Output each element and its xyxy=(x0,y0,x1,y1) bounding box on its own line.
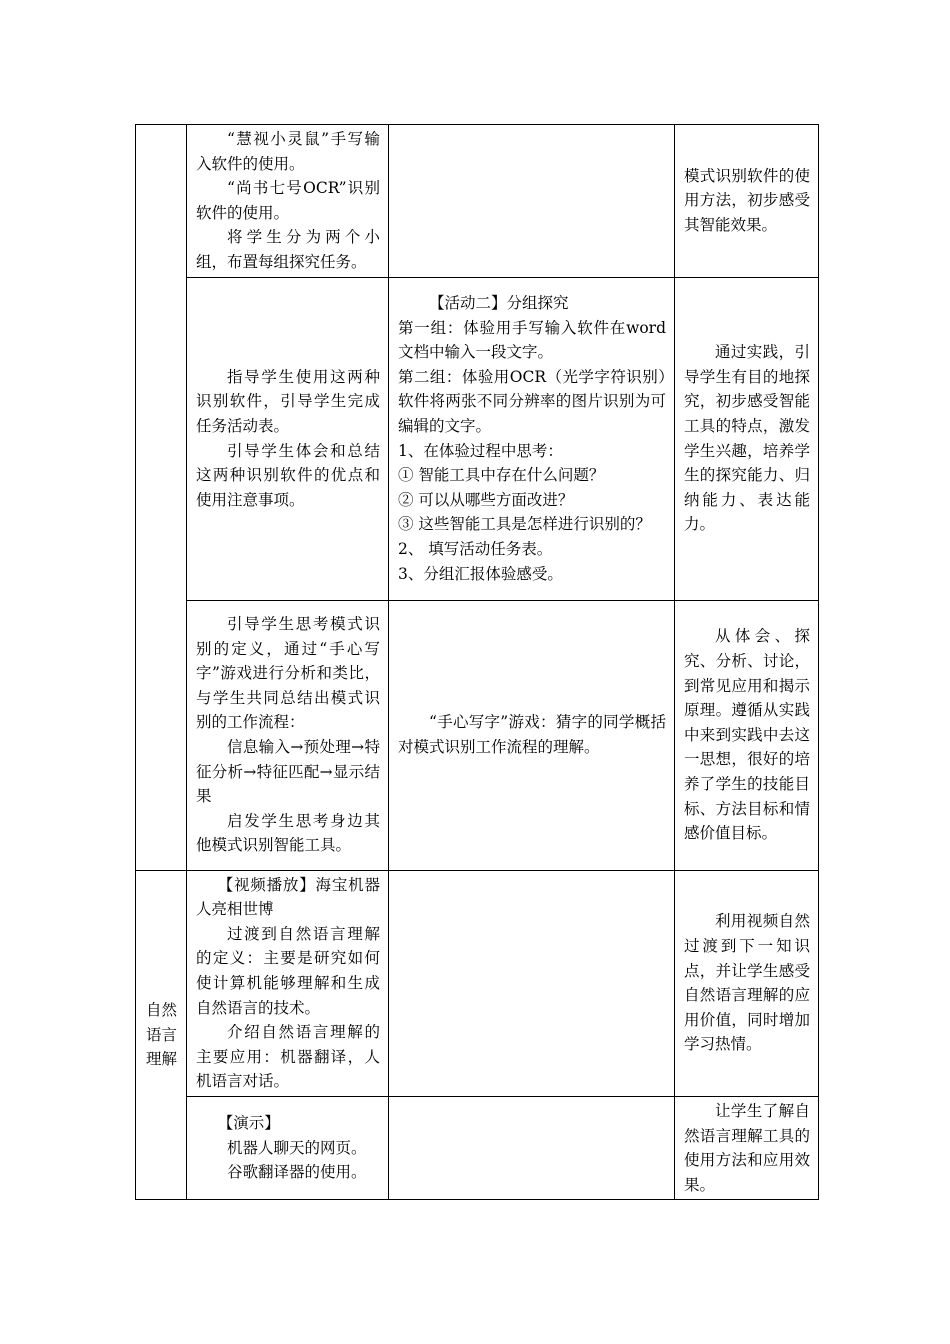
paragraph: 谷歌翻译器的使用。 xyxy=(227,1163,367,1182)
paragraph: “慧视小灵鼠”手写输入软件的使用。 xyxy=(196,130,380,173)
paragraph: 【视频播放】海宝机器人亮相世博 xyxy=(196,875,380,919)
student-activity-cell xyxy=(389,600,675,870)
paragraph: ③ 这些智能工具是怎样进行识别的？ xyxy=(398,515,651,534)
paragraph: 2、 填写活动任务表。 xyxy=(398,539,553,558)
section-cell xyxy=(136,870,187,1200)
student-activity-cell xyxy=(389,1096,675,1199)
paragraph: 信息输入→预处理→特征分析→特征匹配→显示结果 xyxy=(196,738,380,806)
design-intent-cell xyxy=(675,600,819,870)
paragraph: 【活动二】分组探究 xyxy=(429,294,569,312)
table-row xyxy=(136,600,819,870)
paragraph: 将学生分为两个小组，布置每组探究任务。 xyxy=(196,228,380,271)
paragraph: 通过实践，引导学生有目的地探究，初步感受智能工具的特点，激发学生兴趣，培养学生的探究能力、归纳能力、表达能力。 xyxy=(684,343,810,534)
paragraph: “尚书七号OCR”识别软件的使用。 xyxy=(196,179,380,222)
teacher-activity-cell xyxy=(187,870,389,1096)
paragraph: 引导学生思考模式识别的定义，通过“手心写字”游戏进行分析和类比，与学生共同总结出模式识别的工作流程： xyxy=(196,615,380,732)
student-activity-cell xyxy=(389,870,675,1096)
student-activity-cell xyxy=(389,125,675,278)
paragraph: 介绍自然语言理解的主要应用：机器翻译，人机语言对话。 xyxy=(196,1023,380,1091)
paragraph: ① 智能工具中存在什么问题？ xyxy=(398,466,605,485)
table-row xyxy=(136,1096,819,1199)
teacher-activity-cell xyxy=(187,125,389,278)
table-row xyxy=(136,870,819,1096)
paragraph: 第一组：体验用手写输入软件在word文档中输入一段文字。 xyxy=(398,318,666,362)
paragraph: 模式识别软件的使用方法，初步感受其智能效果。 xyxy=(684,166,810,235)
lesson-plan-table xyxy=(135,124,819,1200)
section-cell-empty xyxy=(136,125,187,871)
paragraph: ② 可以从哪些方面改进？ xyxy=(398,490,574,509)
paragraph: 引导学生体会和总结这两种识别软件的优点和使用注意事项。 xyxy=(196,441,380,509)
teacher-activity-cell xyxy=(187,600,389,870)
teacher-activity-cell xyxy=(187,1096,389,1199)
student-activity-cell xyxy=(389,277,675,600)
paragraph: 机器人聊天的网页。 xyxy=(227,1138,367,1157)
table-row xyxy=(136,125,819,278)
paragraph: 3、分组汇报体验感受。 xyxy=(398,564,563,583)
table-row xyxy=(136,277,819,600)
paragraph: 指导学生使用这两种识别软件，引导学生完成任务活动表。 xyxy=(196,367,380,435)
paragraph: “手心写字”游戏：猜字的同学概括对模式识别工作流程的理解。 xyxy=(398,713,666,757)
paragraph: 第二组：体验用OCR（光学字符识别）软件将两张不同分辨率的图片识别为可编辑的文字。 xyxy=(398,367,666,435)
design-intent-cell xyxy=(675,277,819,600)
paragraph: 从体会、探究、分析、讨论，到常见应用和揭示原理。遵循从实践中来到实践中去这一思想，很好的培养了学生的技能目标、方法目标和情感价值目标。 xyxy=(684,627,810,843)
paragraph: 【演示】 xyxy=(217,1114,280,1133)
design-intent-cell xyxy=(675,125,819,278)
paragraph: 利用视频自然过渡到下一知识点，并让学生感受自然语言理解的应用价值，同时增加学习热情。 xyxy=(684,912,810,1054)
section-label: 自然语言理解 xyxy=(145,1001,177,1069)
design-intent-cell xyxy=(675,870,819,1096)
teacher-activity-cell xyxy=(187,277,389,600)
paragraph: 启发学生思考身边其他模式识别智能工具。 xyxy=(196,811,380,855)
paragraph: 让学生了解自然语言理解工具的使用方法和应用效果。 xyxy=(684,1101,810,1194)
paragraph: 过渡到自然语言理解的定义：主要是研究如何使计算机能够理解和生成自然语言的技术。 xyxy=(196,924,380,1017)
design-intent-cell xyxy=(675,1096,819,1199)
paragraph: 1、在体验过程中思考： xyxy=(398,441,563,460)
